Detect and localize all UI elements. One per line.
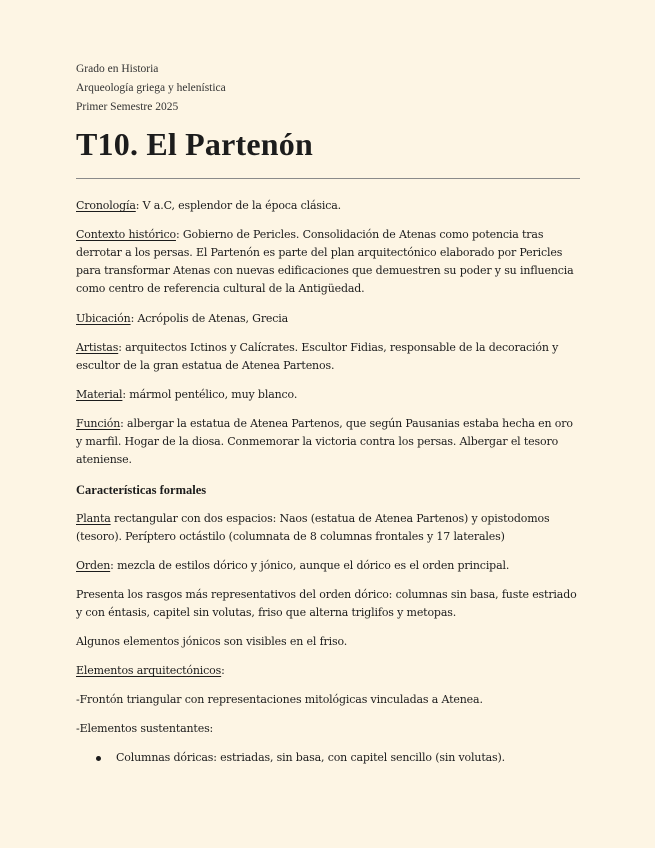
funcion-paragraph: [76, 415, 580, 469]
material-label: Material: [76, 388, 123, 401]
cronologia-paragraph: [76, 197, 580, 215]
elementos-text: :: [221, 664, 225, 677]
planta-label: Planta: [76, 512, 111, 525]
cronologia-text: : V a.C, esplendor de la época clásica.: [135, 199, 341, 212]
jonicos-paragraph: Algunos elementos jónicos son visibles en el friso.: [76, 635, 348, 648]
rasgos-paragraph: Presenta los rasgos más representativos del orden dórico: columnas sin basa, fuste estriado y con éntasis, capitel sin volutas, friso que alterna triglifos y metopas.: [76, 588, 577, 619]
cronologia-label: Cronología: [76, 199, 136, 212]
material-paragraph: [76, 386, 580, 404]
page-title: T10. El Partenón: [76, 126, 313, 162]
title-divider: [76, 178, 580, 179]
sustentantes-paragraph: -Elementos sustentantes:: [76, 722, 214, 735]
orden-label: Orden: [76, 559, 111, 572]
orden-paragraph: [76, 557, 580, 575]
orden-text: : mezcla de estilos dórico y jónico, aunque el dórico es el orden principal.: [110, 559, 510, 572]
elementos-label: Elementos arquitectónicos: [76, 664, 222, 677]
subject-name: Arqueología griega y helenística: [76, 82, 226, 94]
semester: Primer Semestre 2025: [76, 101, 179, 113]
ubicacion-text: : Acrópolis de Atenas, Grecia: [130, 312, 289, 325]
bullet-icon: [96, 756, 101, 761]
list-item-text: Columnas dóricas: estriadas, sin basa, con capitel sencillo (sin volutas).: [116, 751, 505, 764]
document-header: [76, 60, 580, 117]
planta-text: rectangular con dos espacios: Naos (estatua de Atenea Partenos) y opistodomos (tesoro). Períptero octástilo (columnata de 8 columnas frontales y 17 laterales): [76, 512, 550, 543]
contexto-paragraph: [76, 226, 580, 298]
contexto-label: Contexto histórico: [76, 228, 176, 241]
elementos-paragraph: [76, 662, 580, 680]
ubicacion-label: Ubicación: [76, 312, 131, 325]
fronton-paragraph: -Frontón triangular con representaciones mitológicas vinculadas a Atenea.: [76, 693, 483, 706]
funcion-text: : albergar la estatua de Atenea Partenos, que según Pausanias estaba hecha en oro y marfil. Hogar de la diosa. Conmemorar la victoria contra los persas. Albergar el tesoro ateniense.: [76, 417, 573, 466]
artistas-label: Artistas: [76, 341, 119, 354]
funcion-label: Función: [76, 417, 121, 430]
material-text: : mármol pentélico, muy blanco.: [122, 388, 298, 401]
artistas-paragraph: [76, 339, 580, 375]
ubicacion-paragraph: [76, 310, 580, 328]
artistas-text: : arquitectos Ictinos y Calícrates. Escultor Fidias, responsable de la decoración y escultor de la gran estatua de Atenea Partenos.: [76, 341, 559, 372]
caracteristicas-heading: Características formales: [76, 483, 207, 497]
planta-paragraph: [76, 510, 580, 546]
course-name: Grado en Historia: [76, 63, 159, 75]
contexto-text: : Gobierno de Pericles. Consolidación de Atenas como potencia tras derrotar a los persas. El Partenón es parte del plan arquitectónico elaborado por Pericles para transformar Atenas con nuevas edificaciones que demuestren su poder y su influencia como centro de referencia cultural de la Antigüedad.: [76, 228, 574, 295]
